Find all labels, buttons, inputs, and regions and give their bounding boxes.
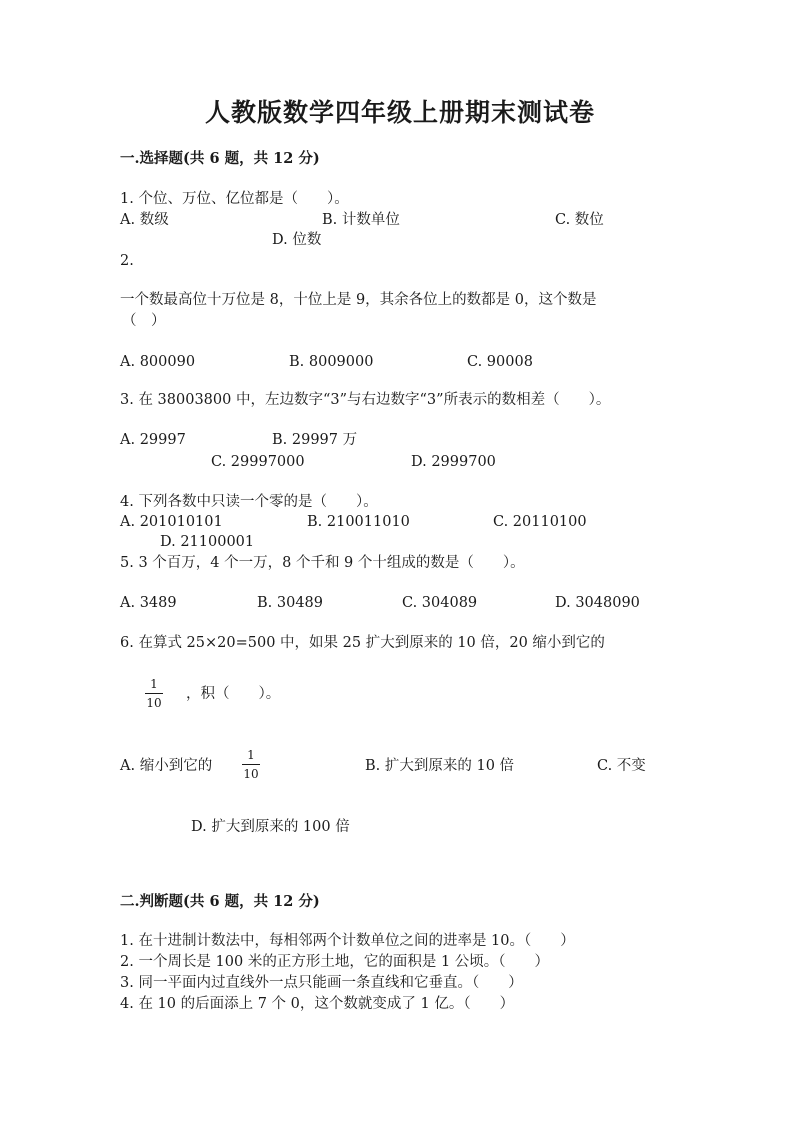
fraction-numerator: 1: [150, 677, 158, 691]
question-1-stem: 1. 个位、万位、亿位都是（ ）。: [120, 191, 349, 207]
judgement-item-3: 3. 同一平面内过直线外一点只能画一条直线和它垂直。（ ）: [120, 975, 523, 991]
question-2-stem: 一个数最高位十万位是 8，十位上是 9，其余各位上的数都是 0，这个数是: [120, 292, 597, 308]
q2-option-b: B. 8009000: [289, 354, 374, 370]
q2-option-c: C. 90008: [467, 354, 533, 370]
fraction-bar: [242, 764, 260, 765]
q1-option-d: D. 位数: [272, 232, 322, 248]
q3-option-c: C. 29997000: [211, 454, 305, 470]
q4-option-b: B. 210011010: [307, 514, 410, 530]
q4-option-c: C. 20110100: [493, 514, 587, 530]
q4-option-a: A. 201010101: [120, 514, 223, 530]
q2-option-a: A. 800090: [120, 354, 196, 370]
judgement-item-4: 4. 在 10 的后面添上 7 个 0，这个数就变成了 1 亿。（ ）: [120, 996, 515, 1012]
question-2-answer-blank: （ ）: [122, 313, 166, 329]
q6-option-c: C. 不变: [597, 758, 646, 774]
q3-option-a: A. 29997: [120, 432, 186, 448]
fraction-denominator: 10: [146, 696, 162, 710]
q6-option-a: A. 缩小到它的: [120, 758, 213, 774]
q4-option-d: D. 21100001: [160, 534, 255, 550]
fraction-bar: [145, 693, 163, 694]
q1-option-a: A. 数级: [120, 212, 169, 228]
q5-option-d: D. 3048090: [555, 595, 640, 611]
q6-option-d: D. 扩大到原来的 100 倍: [191, 819, 350, 835]
question-2-number: 2.: [120, 253, 134, 269]
q6-option-a-fraction: [240, 748, 262, 781]
question-4-stem: 4. 下列各数中只读一个零的是（ ）。: [120, 494, 378, 510]
q5-option-c: C. 304089: [402, 595, 478, 611]
judgement-item-2: 2. 一个周长是 100 米的正方形土地，它的面积是 1 公顷。（ ）: [120, 954, 550, 970]
page-title: 人教版数学四年级上册期末测试卷: [204, 98, 595, 127]
fraction-one-tenth: [143, 677, 165, 710]
q3-option-b: B. 29997 万: [272, 432, 358, 448]
judgement-item-1: 1. 在十进制计数法中，每相邻两个计数单位之间的进率是 10。（ ）: [120, 933, 575, 949]
q5-option-b: B. 30489: [257, 595, 324, 611]
q3-option-d: D. 2999700: [411, 454, 496, 470]
question-3-stem: 3. 在 38003800 中，左边数字“3”与右边数字“3”所表示的数相差（ ）。: [120, 392, 611, 408]
question-6-stem-continued: ，积（ ）。: [186, 686, 281, 702]
fraction-numerator: 1: [247, 748, 255, 762]
q6-option-b: B. 扩大到原来的 10 倍: [365, 758, 515, 774]
q5-option-a: A. 3489: [120, 595, 177, 611]
q1-option-b: B. 计数单位: [322, 212, 400, 228]
section-heading-choice: 一.选择题(共 6 题，共 12 分): [120, 150, 320, 167]
q1-option-c: C. 数位: [555, 212, 604, 228]
section-heading-judgement: 二.判断题(共 6 题，共 12 分): [120, 893, 320, 910]
question-5-stem: 5. 3 个百万，4 个一万，8 个千和 9 个十组成的数是（ ）。: [120, 555, 525, 571]
question-6-stem: 6. 在算式 25×20=500 中，如果 25 扩大到原来的 10 倍，20 缩小到它的: [120, 635, 605, 651]
fraction-denominator: 10: [243, 767, 259, 781]
